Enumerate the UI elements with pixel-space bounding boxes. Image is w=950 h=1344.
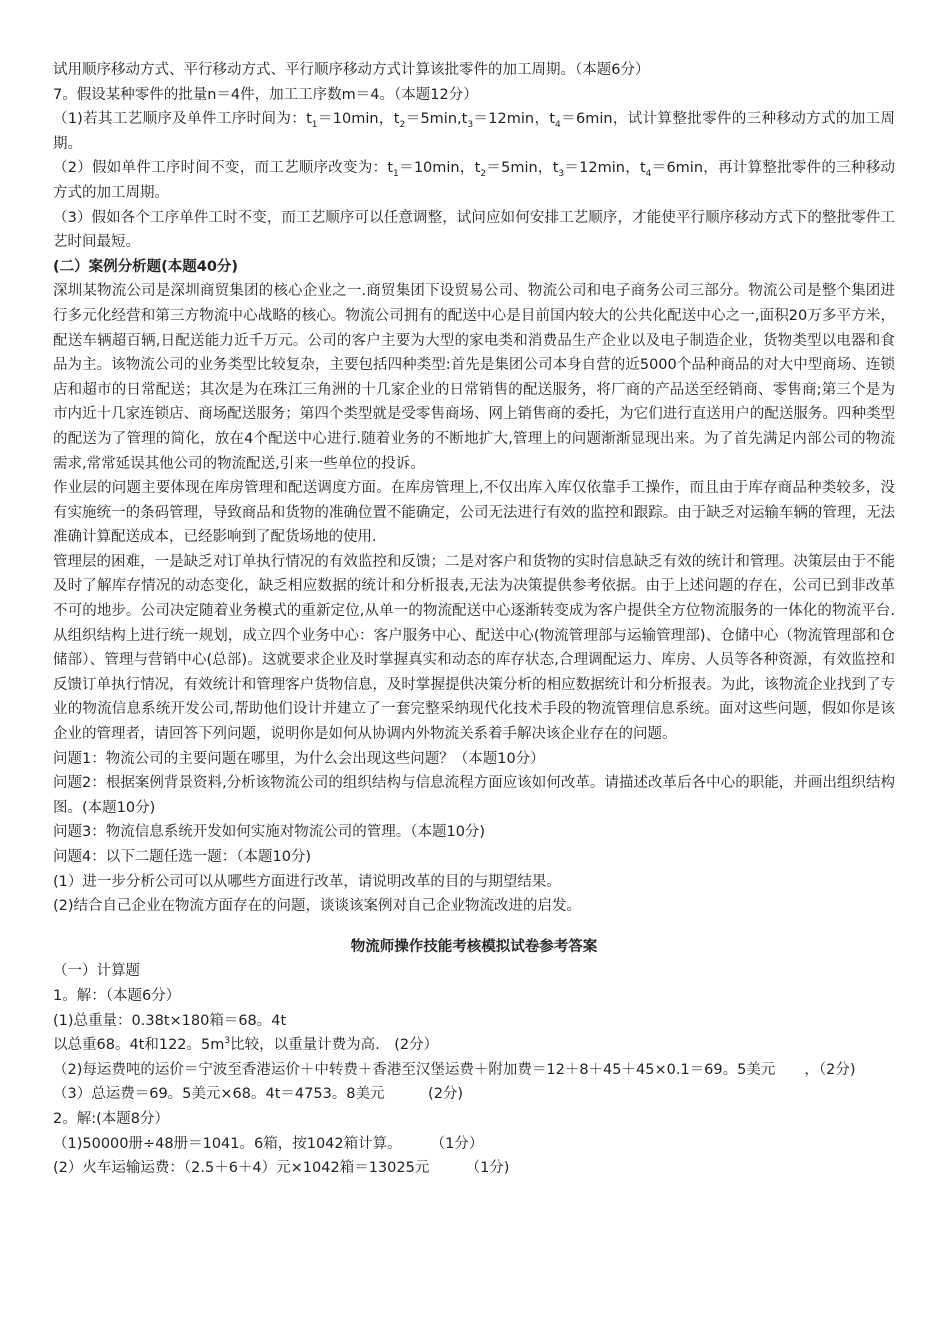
text-paragraph: (1）进一步分析公司可以从哪些方面进行改革，请说明改革的目的与期望结果。 bbox=[53, 873, 561, 890]
text-paragraph: 作业层的问题主要体现在库房管理和配送调度方面。在库房管理上,不仅出库入库仅依靠手工操作，而且由于库存商品种类较多，没有实施统一的条码管理，导致商品和货物的准确位置不能确定，公司无法进行有效的监控和跟踪。由于缺乏对运输车辆的管理，无法准确计算配送成本，已经影响到了配货场地的使用. bbox=[53, 480, 895, 546]
text-paragraph: (1)总重量：0.38t×180箱＝68。4t bbox=[53, 1012, 287, 1029]
text-paragraph: 管理层的困难，一是缺乏对订单执行情况的有效监控和反馈；二是对客户和货物的实时信息缺乏有效的统计和管理。决策层由于不能及时了解库存情况的动态变化，缺乏相应数据的统计和分析报表,无法为决策提供参考依据。由于上述问题的存在，公司已到非改革不可的地步。公司决定随着业务模式的重新定位,从单一的物流配送中心逐渐转变成为客户提供全方位物流服务的一体化的物流平台.从组织结构上进行统一规划，成立四个业务中心：客户服务中心、配送中心(物流管理部与运输管理部)、仓储中心（物流管理部和仓储部）、管理与营销中心(总部)。这就要求企业及时掌握真实和动态的库存状态,合理调配运力、库房、人员等各种资源，有效监控和反馈订单执行情况，有效统计和管理客户货物信息，及时掌握提供决策分析的相应数据统计和分析报表。为此，该物流企业找到了专业的物流信息系统开发公司,帮助他们设计并建立了一套完整采纳现代化技术手段的物流管理信息系统。面对这些问题，假如你是该企业的管理者，请回答下列问题，说明你是如何从协调内外物流关系着手解决该企业存在的问题。 bbox=[53, 553, 895, 743]
text-paragraph: 1。解：（本题6分） bbox=[53, 987, 181, 1004]
text-paragraph: 深圳某物流公司是深圳商贸集团的核心企业之一.商贸集团下设贸易公司、物流公司和电子商务公司三部分。物流公司是整个集团进行多元化经营和第三方物流中心战略的核心。物流公司拥有的配送中心是目前国内较大的公共化配送中心之一,面积20万多平方米，配送车辆超百辆,日配送能力近千万元。公司的客户主要为大型的家电类和消费品生产企业以及电子制造企业，货物类型以电器和食品为主。该物流公司的业务类型比较复杂，主要包括四种类型:首先是集团公司本身自营的近5000个品种商品的对大中型商场、连锁店和超市的日常配送；其次是为在珠江三角洲的十几家企业的日常销售的配送服务，将厂商的产品送至经销商、零售商;第三个是为市内近十几家连锁店、商场配送服务；第四个类型就是受零售商场、网上销售商的委托，为它们进行直送用户的配送服务。四种类型的配送为了管理的简化，放在4个配送中心进行.随着业务的不断地扩大,管理上的问题渐渐显现出来。为了首先满足内部公司的物流需求,常常延误其他公司的物流配送,引来一些单位的投诉。 bbox=[53, 283, 895, 472]
text-paragraph: 问题1：物流公司的主要问题在哪里，为什么会出现这些问题？（本题10分） bbox=[53, 750, 545, 767]
text-paragraph: （1)若其工艺顺序及单件工序时间为：$t_1=10\min$，$t_2=5\min,t_3=12\min$，$t_4=6\min$，试计算整批零件的三种移动方式的加工周期。 bbox=[53, 111, 896, 152]
text-paragraph: （3）总运费＝69。5美元×68。4t＝4753。8美元 (2分) bbox=[53, 1086, 464, 1103]
text-paragraph: 问题2：根据案例背景资料,分析该物流公司的组织结构与信息流程方面应该如何改革。请描述改革后各中心的职能，并画出组织结构图。(本题10分) bbox=[53, 775, 895, 816]
text-paragraph: (2)结合自己企业在物流方面存在的问题，谈谈该案例对自己企业物流改进的启发。 bbox=[53, 898, 582, 915]
text-paragraph: 7。假设某种零件的批量n＝4件，加工工序数m＝4。（本题12分） bbox=[53, 86, 478, 103]
text-paragraph: 2。解:(本题8分） bbox=[53, 1110, 169, 1127]
text-paragraph: 以总重68。4t和122。$5m^3$比较，以重量计费为高. (2分） bbox=[53, 1036, 439, 1054]
text-paragraph: （2）假如单件工序时间不变，而工艺顺序改变为：$t_1=10\min$，$t_2=5\min$，$t_3=12\min$，$t_4=6\min$，再计算整批零件的三种移动方式的加工周期。 bbox=[53, 160, 895, 201]
text-paragraph: 问题3：物流信息系统开发如何实施对物流公司的管理。（本题10分) bbox=[53, 824, 486, 841]
text-paragraph: （3）假如各个工序单件工时不变，而工艺顺序可以任意调整，试问应如何安排工艺顺序，才能使平行顺序移动方式下的整批零件工艺时间最短。 bbox=[53, 209, 895, 251]
text-paragraph: 试用顺序移动方式、平行移动方式、平行顺序移动方式计算该批零件的加工周期。（本题6分） bbox=[53, 62, 650, 78]
text-paragraph: (2）火车运输运费：（2.5＋6＋4）元×1042箱＝13025元 （1分) bbox=[53, 1160, 510, 1177]
document-title: 物流师操作技能考核模拟试卷参考答案 bbox=[350, 938, 598, 955]
text-paragraph: （1)50000册÷48册＝1041。6箱，按1042箱计算。 （1分） bbox=[53, 1135, 484, 1152]
section-heading: (二）案例分析题(本题40分) bbox=[53, 258, 239, 275]
document-page bbox=[53, 58, 895, 1181]
text-paragraph: （一）计算题 bbox=[53, 963, 140, 980]
text-paragraph: 问题4：以下二题任选一题：（本题10分) bbox=[53, 849, 312, 865]
text-paragraph: （2)每运费吨的运价＝宁波至香港运价＋中转费＋香港至汉堡运费＋附加费＝12＋8＋45＋45×0.1＝69。5美元 ，（2分) bbox=[53, 1061, 856, 1078]
